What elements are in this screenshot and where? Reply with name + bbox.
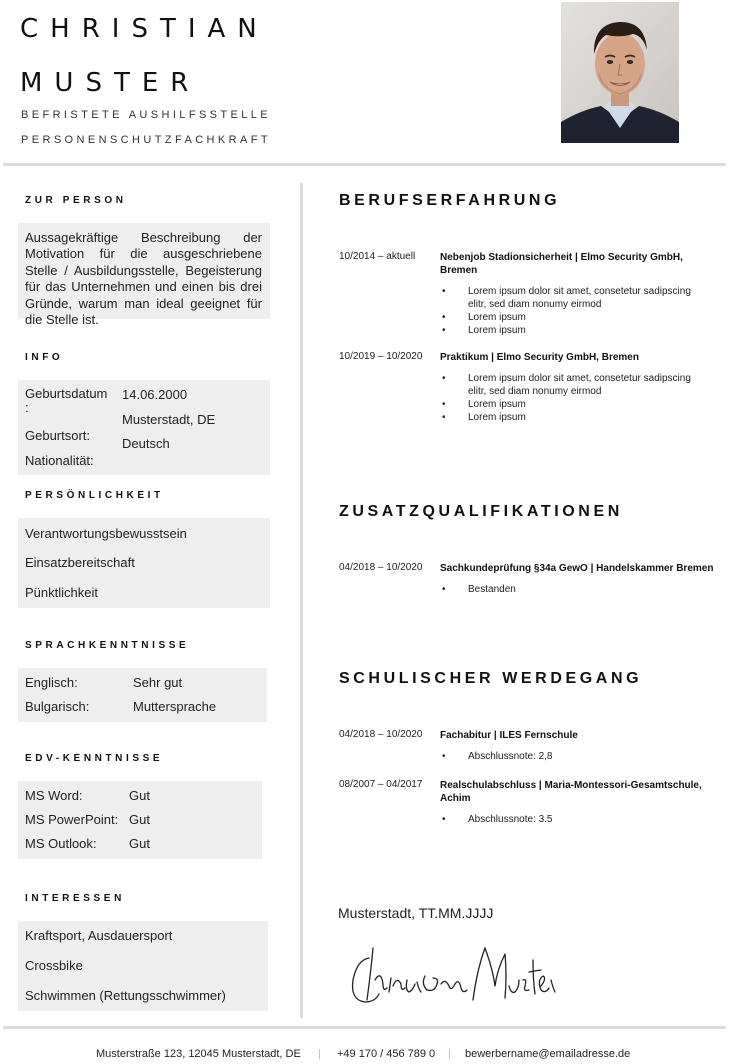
section-heading-school: SCHULISCHER WERDEGANG [339,670,643,687]
edv-label: MS Word: [25,788,83,803]
personality-item: Verantwortungsbewusstsein [25,526,187,541]
info-label-birthdate: Geburtsdatum : [25,386,108,415]
header-divider [3,163,726,166]
language-level: Sehr gut [133,675,183,690]
entry-bullet: • Bestanden [440,583,710,596]
person-box [18,223,270,328]
info-box [18,380,270,475]
language-label: Englisch: [25,675,78,690]
signature-image [345,940,560,1010]
entry-bullet: • Abschlussnote: 3.5 [440,813,710,826]
interest-item: Schwimmen (Rettungsschwimmer) [25,988,226,1003]
entry-bullet-list [440,285,710,337]
section-heading-person: ZUR PERSON [25,195,127,206]
footer-separator: | [318,1048,321,1060]
footer-email[interactable]: bewerbername@emailadresse.de [465,1048,631,1060]
first-name: CHRISTIAN [20,14,269,44]
language-label: Bulgarisch: [25,699,90,714]
edv-box [18,781,262,859]
section-heading-qualifications: ZUSATZQUALIFIKATIONEN [339,503,623,520]
entry-title: Realschulabschluss | Maria-Montessori-Gesamtschule, Achim [440,780,702,804]
interests-box [18,921,268,1011]
edv-level: Gut [129,836,150,851]
entry-bullet-list [440,372,710,424]
entry-bullet: • Lorem ipsum dolor sit amet, consetetur sadipscing elitr, sed diam nonumy eirmod [440,285,710,311]
entry-date: 08/2007 – 04/2017 [339,779,423,790]
entry-title: Fachabitur | ILES Fernschule [440,730,578,741]
entry-date: 04/2018 – 10/2020 [339,729,423,740]
profile-photo [561,2,679,143]
entry-bullet-list [440,750,710,763]
languages-box [18,668,267,722]
subtitle-profession: PERSONENSCHUTZFACHKRAFT [21,134,271,146]
entry-bullet: • Abschlussnote: 2,8 [440,750,710,763]
footer-separator: | [448,1048,451,1060]
info-value-birthdate: 14.06.2000 [122,387,188,402]
column-divider [300,183,303,1018]
entry-bullet: • Lorem ipsum [440,311,710,324]
personality-item: Pünktlichkeit [25,585,98,600]
entry-date: 04/2018 – 10/2020 [339,562,423,573]
edv-label: MS PowerPoint: [25,812,119,827]
personality-item: Einsatzbereitschaft [25,555,135,570]
interest-item: Crossbike [25,958,83,973]
entry-title: Sachkundeprüfung §34a GewO | Handelskammer Bremen [440,563,714,574]
info-value-nationality: Deutsch [122,436,170,451]
entry-bullet: • Lorem ipsum [440,398,710,411]
section-heading-info: INFO [25,352,64,363]
entry-date: 10/2014 – aktuell [339,251,416,262]
edv-level: Gut [129,812,150,827]
entry-date: 10/2019 – 10/2020 [339,351,423,362]
footer-address: Musterstraße 123, 12045 Musterstadt, DE [96,1048,301,1060]
entry-bullet: • Lorem ipsum [440,324,710,337]
entry-bullet: • Lorem ipsum dolor sit amet, consetetur sadipscing elitr, sed diam nonumy eirmod [440,372,710,398]
edv-level: Gut [129,788,150,803]
person-description: Aussagekräftige Beschreibung der Motivation für die ausgeschriebene Stelle / Ausbildungsstelle, Begeisterung für das Unternehmen und einen bis drei Gründe, warum man ideal geeignet für die Stelle ist. [25,230,262,328]
footer-phone: +49 170 / 456 789 0 [337,1048,436,1060]
section-heading-interests: INTERESSEN [25,893,125,904]
footer-divider [3,1026,726,1029]
edv-label: MS Outlook: [25,836,97,851]
info-label-nationality: Nationalität: [25,453,94,468]
last-name: MUSTER [20,68,201,98]
language-level: Muttersprache [133,699,217,714]
subtitle-position: BEFRISTETE AUSHILFSSTELLE [21,109,272,121]
entry-bullet-list [440,813,710,826]
interest-item: Kraftsport, Ausdauersport [25,928,173,943]
place-date: Musterstadt, TT.MM.JJJJ [338,905,494,921]
entry-bullet-list [440,583,710,596]
section-heading-edv: EDV-KENNTNISSE [25,753,164,764]
info-label-birthplace: Geburtsort: [25,428,91,443]
section-heading-languages: SPRACHKENNTNISSE [25,640,190,651]
personality-box [18,518,270,608]
entry-title: Praktikum | Elmo Security GmbH, Bremen [440,352,639,363]
info-value-birthplace: Musterstadt, DE [122,412,216,427]
section-heading-personality: PERSÖNLICHKEIT [25,490,164,501]
entry-title: Nebenjob Stadionsicherheit | Elmo Security GmbH, Bremen [440,252,683,276]
section-heading-experience: BERUFSERFAHRUNG [339,192,561,209]
entry-bullet: • Lorem ipsum [440,411,710,424]
